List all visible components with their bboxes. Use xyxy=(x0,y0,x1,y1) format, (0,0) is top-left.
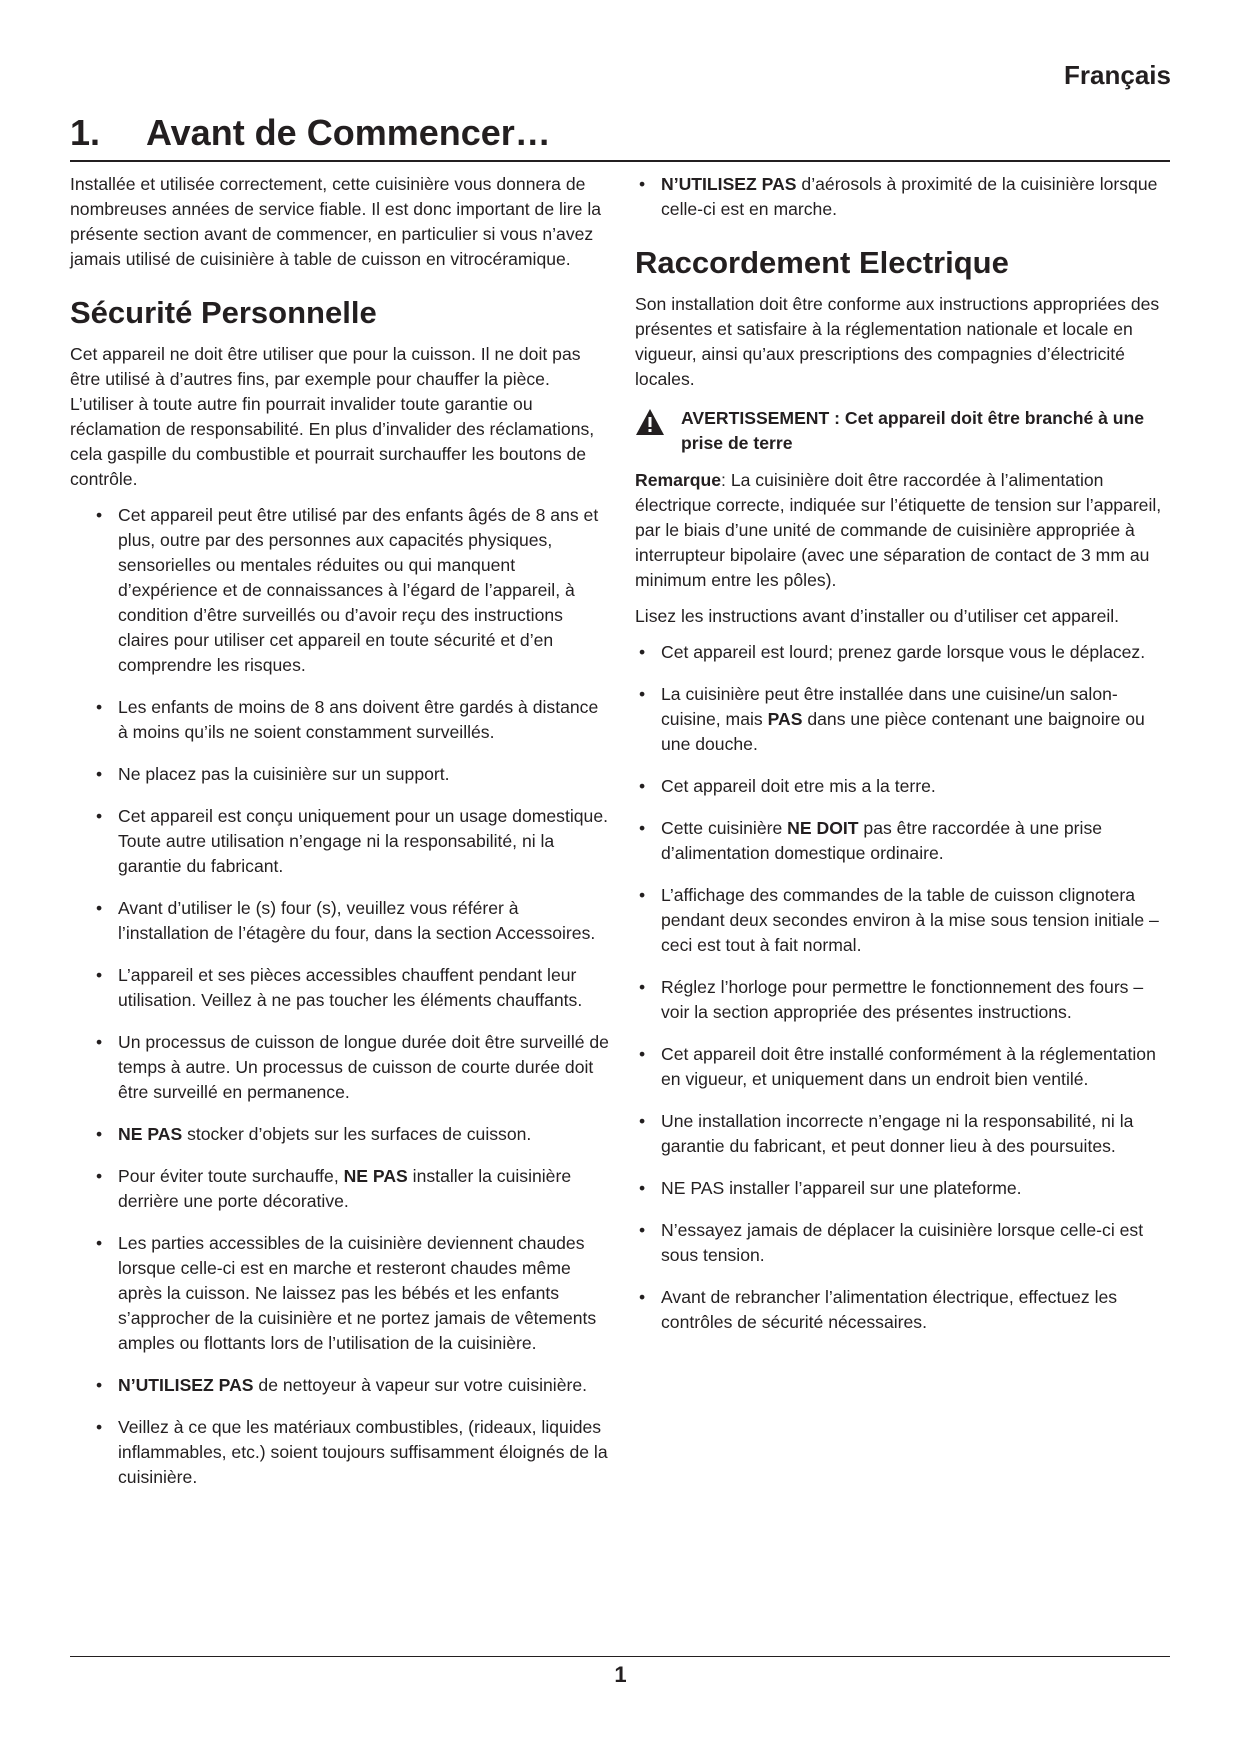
list-item xyxy=(661,682,1175,757)
list-item-bold: N’UTILISEZ PAS xyxy=(118,1375,254,1395)
read-instructions-paragraph: Lisez les instructions avant d’installer ou d’utiliser cet appareil. xyxy=(635,606,1120,626)
language-label: Français xyxy=(1064,60,1171,90)
list-item xyxy=(661,640,1175,665)
list-item-text: L’affichage des commandes de la table de cuisson clignotera pendant deux secondes environ à la mise sous tension initiale – ceci est tout à fait normal. xyxy=(661,885,1159,955)
list-item-text: Cet appareil peut être utilisé par des enfants âgés de 8 ans et plus, outre par des personnes aux capacités physiques, sensorielles ou mentales réduites ou qui manquent d’expérience et de connaissances à l’égard de l’appareil, à condition d’être surveillés ou d’avoir reçu des instructions claires pour utiliser cet appareil en toute sécurité et d’en comprendre les risques. xyxy=(118,505,599,675)
list-item-text: Une installation incorrecte n’engage ni la responsabilité, ni la garantie du fabricant, et peut donner lieu à des poursuites. xyxy=(661,1111,1134,1156)
note-paragraph xyxy=(635,468,1175,593)
note-label: Remarque xyxy=(635,470,722,490)
section-title: Avant de Commencer… xyxy=(146,112,551,153)
list-item-text: Avant d’utiliser le (s) four (s), veuillez vous référer à l’installation de l’étagère du four, dans la section Accessoires. xyxy=(118,898,596,943)
list-item-text: Veillez à ce que les matériaux combustibles, (rideaux, liquides inflammables, etc.) soient toujours suffisamment éloignés de la cuisinière. xyxy=(118,1417,608,1487)
list-item xyxy=(118,804,610,879)
list-item-text: Cet appareil est lourd; prenez garde lorsque vous le déplacez. xyxy=(661,642,1146,662)
safety-list xyxy=(70,503,610,1490)
electrical-paragraph: Son installation doit être conforme aux instructions appropriées des présentes et satisfaire à la réglementation nationale et locale en vigueur, ainsi qu’aux prescriptions des compagnies d’électricité locales. xyxy=(635,294,1160,389)
electrical-list xyxy=(635,640,1175,1335)
list-item-text: d’aérosols à proximité de la cuisinière lorsque celle-ci est en marche. xyxy=(661,174,1158,219)
list-item xyxy=(118,896,610,946)
list-item-text: Les parties accessibles de la cuisinière deviennent chaudes lorsque celle-ci est en marche et resteront chaudes même après la cuisson. Ne laissez pas les bébés et les enfants s’approcher de la cuisinière et ne portez jamais de vêtements amples ou flottants lors de l’utilisation de la cuisinière. xyxy=(118,1233,597,1353)
list-item-text: Cet appareil est conçu uniquement pour un usage domestique. Toute autre utilisation n’engage ni la responsabilité, ni la garantie du fabricant. xyxy=(118,806,609,876)
list-item xyxy=(118,1231,610,1356)
safety-heading: Sécurité Personnelle xyxy=(70,295,377,330)
safety-paragraph: Cet appareil ne doit être utiliser que pour la cuisson. Il ne doit pas être utilisé à d’autres fins, par exemple pour chauffer la pièce. L’utiliser à toute autre fin pourrait invalider toute garantie ou réclamation de responsabilité. En plus d’invalider des réclamations, cela gaspille du combustible et pourrait surchauffer les boutons de contrôle. xyxy=(70,344,595,489)
list-item xyxy=(661,1218,1175,1268)
list-item-text: stocker d’objets sur les surfaces de cuisson. xyxy=(182,1124,532,1144)
list-item xyxy=(118,695,610,745)
list-item-text: Cet appareil doit être installé conformément à la réglementation en vigueur, et uniquement dans un endroit bien ventilé. xyxy=(661,1044,1156,1089)
footer-divider xyxy=(70,1656,1170,1657)
list-item xyxy=(661,883,1175,958)
list-item-text: pas être raccordée à une prise d’alimentation domestique ordinaire. xyxy=(661,818,1103,863)
list-item xyxy=(661,816,1175,866)
warning-block xyxy=(635,406,1175,456)
list-item-bold: NE DOIT xyxy=(787,818,859,838)
section-number: 1. xyxy=(70,112,101,153)
list-item xyxy=(661,975,1175,1025)
list-item-bold: NE PAS xyxy=(118,1124,183,1144)
page-title xyxy=(70,112,1170,162)
list-item-text: Réglez l’horloge pour permettre le fonctionnement des fours – voir la section appropriée des présentes instructions. xyxy=(661,977,1144,1022)
right-column xyxy=(635,172,1175,1352)
aerosol-list xyxy=(635,172,1175,222)
list-item xyxy=(118,963,610,1013)
list-item-text: Un processus de cuisson de longue durée doit être surveillé de temps à autre. Un processus de cuisson de courte durée doit être surveillé en permanence. xyxy=(118,1032,609,1102)
list-item-text: Cet appareil doit etre mis a la terre. xyxy=(661,776,936,796)
list-item xyxy=(661,774,1175,799)
left-column xyxy=(70,172,610,1507)
list-item xyxy=(118,1415,610,1490)
list-item-text: de nettoyeur à vapeur sur votre cuisinière. xyxy=(253,1375,588,1395)
electrical-heading: Raccordement Electrique xyxy=(635,245,1009,280)
warning-triangle-icon xyxy=(635,406,681,456)
list-item-text: NE PAS installer l’appareil sur une plateforme. xyxy=(661,1178,1022,1198)
list-item xyxy=(118,1122,610,1147)
list-item-text: Ne placez pas la cuisinière sur un support. xyxy=(118,764,450,784)
warning-text: AVERTISSEMENT : Cet appareil doit être branché à une prise de terre xyxy=(681,408,1145,453)
list-item xyxy=(661,1176,1175,1201)
list-item-text: Avant de rebrancher l’alimentation électrique, effectuez les contrôles de sécurité nécessaires. xyxy=(661,1287,1118,1332)
list-item-text: dans une pièce contenant une baignoire ou une douche. xyxy=(661,709,1145,754)
list-item-text: Cette cuisinière xyxy=(661,818,788,838)
list-item xyxy=(661,1285,1175,1335)
list-item-text: Pour éviter toute surchauffe, xyxy=(118,1166,344,1186)
list-item-text: N’essayez jamais de déplacer la cuisinière lorsque celle-ci est sous tension. xyxy=(661,1220,1144,1265)
list-item xyxy=(118,1164,610,1214)
page-number: 1 xyxy=(614,1662,627,1687)
list-item-bold: N’UTILISEZ PAS xyxy=(661,174,797,194)
list-item xyxy=(661,1109,1175,1159)
list-item-bold: PAS xyxy=(767,709,803,729)
note-text: : La cuisinière doit être raccordée à l’alimentation électrique correcte, indiquée sur l’étiquette de tension sur l’appareil, par le biais d’une unité de commande de cuisinière appropriée à interrupteur bipolaire (avec une séparation de contact de 3 mm au minimum entre les pôles). xyxy=(635,470,1162,590)
intro-paragraph: Installée et utilisée correctement, cette cuisinière vous donnera de nombreuses années de service fiable. Il est donc important de lire la présente section avant de commencer, en particulier si vous n’avez jamais utilisé de cuisinière à table de cuisson en vitrocéramique. xyxy=(70,174,602,269)
list-item-text: Les enfants de moins de 8 ans doivent être gardés à distance à moins qu’ils ne soient constamment surveillés. xyxy=(118,697,599,742)
list-item xyxy=(661,1042,1175,1092)
list-item-bold: NE PAS xyxy=(343,1166,408,1186)
list-item-text: L’appareil et ses pièces accessibles chauffent pendant leur utilisation. Veillez à ne pas toucher les éléments chauffants. xyxy=(118,965,583,1010)
list-item-text: La cuisinière peut être installée dans une cuisine/un salon-cuisine, mais xyxy=(661,684,1118,729)
list-item xyxy=(118,503,610,678)
list-item xyxy=(118,1030,610,1105)
list-item-text: installer la cuisinière derrière une porte décorative. xyxy=(118,1166,572,1211)
list-item xyxy=(661,172,1175,222)
list-item xyxy=(118,1373,610,1398)
list-item xyxy=(118,762,610,787)
